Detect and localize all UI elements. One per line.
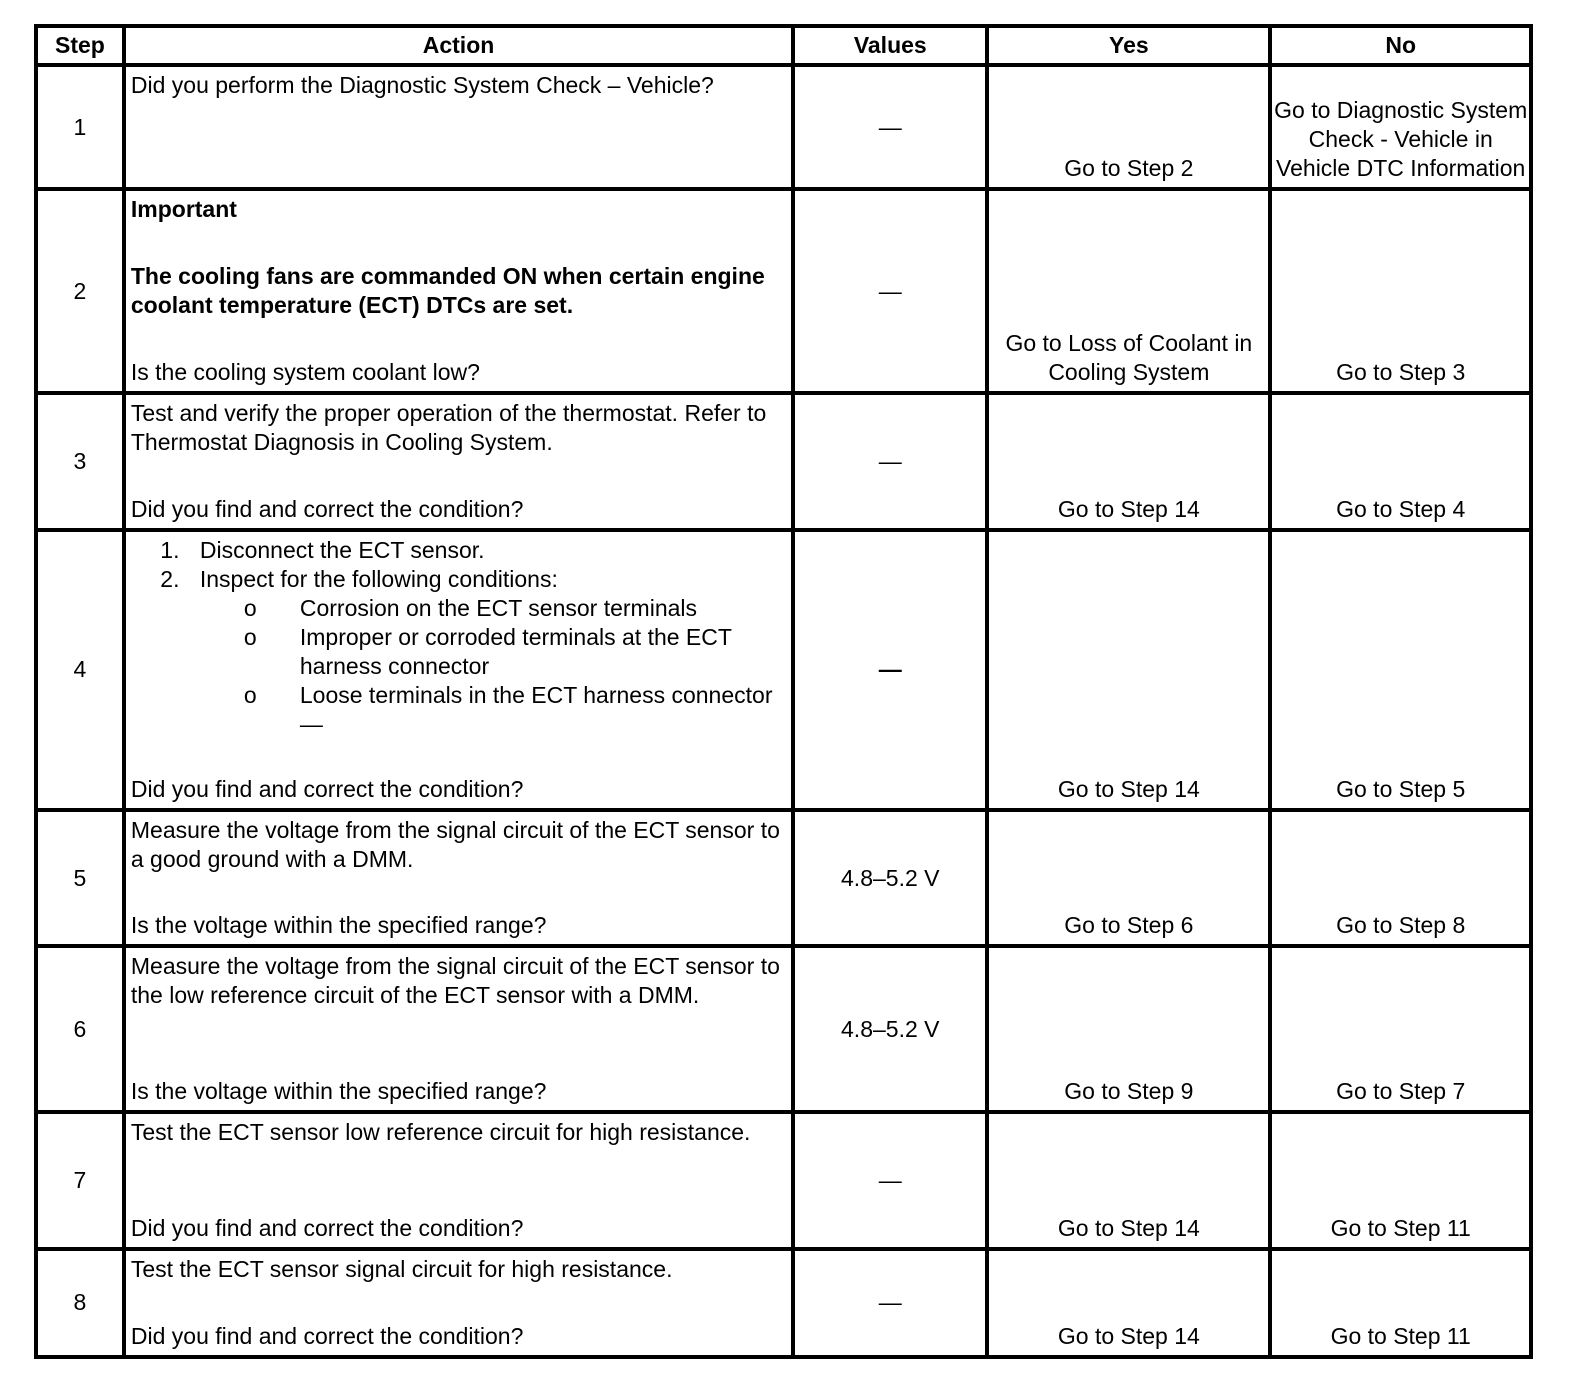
step-number: 2 bbox=[36, 189, 124, 393]
yes-cell: Go to Step 2 bbox=[987, 65, 1270, 189]
step-number: 4 bbox=[36, 530, 124, 810]
yes-cell: Go to Step 6 bbox=[987, 810, 1270, 947]
step-number: 3 bbox=[36, 393, 124, 530]
step-number: 6 bbox=[36, 946, 124, 1112]
condition-item: o Corrosion on the ECT sensor terminals bbox=[272, 594, 787, 623]
table-row bbox=[36, 1249, 1531, 1357]
no-cell: Go to Step 5 bbox=[1270, 530, 1531, 810]
values-cell: — bbox=[793, 393, 987, 530]
step-number: 8 bbox=[36, 1249, 124, 1357]
values-cell: — bbox=[793, 189, 987, 393]
question-text: Is the voltage within the specified range? bbox=[130, 912, 547, 939]
no-cell: Go to Step 8 bbox=[1270, 810, 1531, 947]
condition-list bbox=[200, 594, 787, 739]
yes-cell: Go to Step 14 bbox=[987, 530, 1270, 810]
action-cell bbox=[124, 65, 793, 189]
action-cell bbox=[124, 189, 793, 393]
instruction-text: Test the ECT sensor signal circuit for high resistance. bbox=[130, 1255, 673, 1282]
question-text: Did you find and correct the condition? bbox=[130, 495, 524, 522]
instruction-text: Measure the voltage from the signal circuit of the ECT sensor to the low reference circuit of the ECT sensor with a DMM. bbox=[130, 953, 780, 1009]
no-cell: Go to Step 11 bbox=[1270, 1249, 1531, 1357]
no-cell: Go to Step 7 bbox=[1270, 946, 1531, 1112]
question-text: Did you perform the Diagnostic System Check – Vehicle? bbox=[130, 72, 714, 98]
no-cell: Go to Step 4 bbox=[1270, 393, 1531, 530]
important-title: Important bbox=[130, 196, 237, 223]
step-number: 1 bbox=[36, 65, 124, 189]
values-cell: — bbox=[793, 530, 987, 810]
step-number: 7 bbox=[36, 1112, 124, 1249]
question-text: Is the voltage within the specified range? bbox=[130, 1078, 547, 1104]
condition-item: o Improper or corroded terminals at the ECT harness connector bbox=[272, 623, 787, 681]
header-row bbox=[36, 26, 1531, 65]
table-row bbox=[36, 1112, 1531, 1249]
action-cell bbox=[124, 1249, 793, 1357]
procedure-list bbox=[131, 536, 787, 739]
question-text: Did you find and correct the condition? bbox=[130, 775, 524, 802]
no-cell: Go to Diagnostic System Check - Vehicle in Vehicle DTC Information bbox=[1270, 65, 1531, 189]
values-cell: — bbox=[793, 1249, 987, 1357]
values-cell: — bbox=[793, 1112, 987, 1249]
yes-cell: Go to Step 9 bbox=[987, 946, 1270, 1112]
yes-cell: Go to Loss of Coolant in Cooling System bbox=[987, 189, 1270, 393]
important-text: The cooling fans are commanded ON when certain engine coolant temperature (ECT) DTCs are set. bbox=[130, 263, 765, 319]
table-row bbox=[36, 189, 1531, 393]
header-no: No bbox=[1270, 26, 1531, 65]
action-cell bbox=[124, 393, 793, 530]
procedure-step bbox=[186, 565, 787, 739]
table-row bbox=[36, 65, 1531, 189]
header-action: Action bbox=[124, 26, 793, 65]
table-row bbox=[36, 946, 1531, 1112]
question-text: Did you find and correct the condition? bbox=[130, 1214, 524, 1241]
values-cell: 4.8–5.2 V bbox=[793, 946, 987, 1112]
no-cell: Go to Step 3 bbox=[1270, 189, 1531, 393]
header-yes: Yes bbox=[987, 26, 1270, 65]
diagnostic-table bbox=[34, 24, 1533, 1359]
action-cell bbox=[124, 946, 793, 1112]
values-cell: — bbox=[793, 65, 987, 189]
step-number: 5 bbox=[36, 810, 124, 947]
action-cell bbox=[124, 810, 793, 947]
instruction-text: Measure the voltage from the signal circuit of the ECT sensor to a good ground with a DMM. bbox=[130, 816, 780, 872]
yes-cell: Go to Step 14 bbox=[987, 1112, 1270, 1249]
condition-item: o Loose terminals in the ECT harness connector— bbox=[272, 681, 787, 739]
instruction-text: Test and verify the proper operation of the thermostat. Refer to Thermostat Diagnosis in Cooling System. bbox=[130, 400, 767, 456]
question-text: Did you find and correct the condition? bbox=[130, 1323, 524, 1349]
header-values: Values bbox=[793, 26, 987, 65]
question-text: Is the cooling system coolant low? bbox=[130, 359, 480, 386]
yes-cell: Go to Step 14 bbox=[987, 1249, 1270, 1357]
action-cell bbox=[124, 1112, 793, 1249]
yes-cell: Go to Step 14 bbox=[987, 393, 1270, 530]
action-cell bbox=[124, 530, 793, 810]
values-cell: 4.8–5.2 V bbox=[793, 810, 987, 947]
procedure-step-text: Inspect for the following conditions: bbox=[199, 565, 558, 592]
table-row bbox=[36, 530, 1531, 810]
table-row bbox=[36, 810, 1531, 947]
instruction-text: Test the ECT sensor low reference circuit for high resistance. bbox=[130, 1119, 751, 1145]
no-cell: Go to Step 11 bbox=[1270, 1112, 1531, 1249]
header-step: Step bbox=[36, 26, 124, 65]
procedure-step: 1. Disconnect the ECT sensor. bbox=[186, 536, 787, 565]
table-row bbox=[36, 393, 1531, 530]
